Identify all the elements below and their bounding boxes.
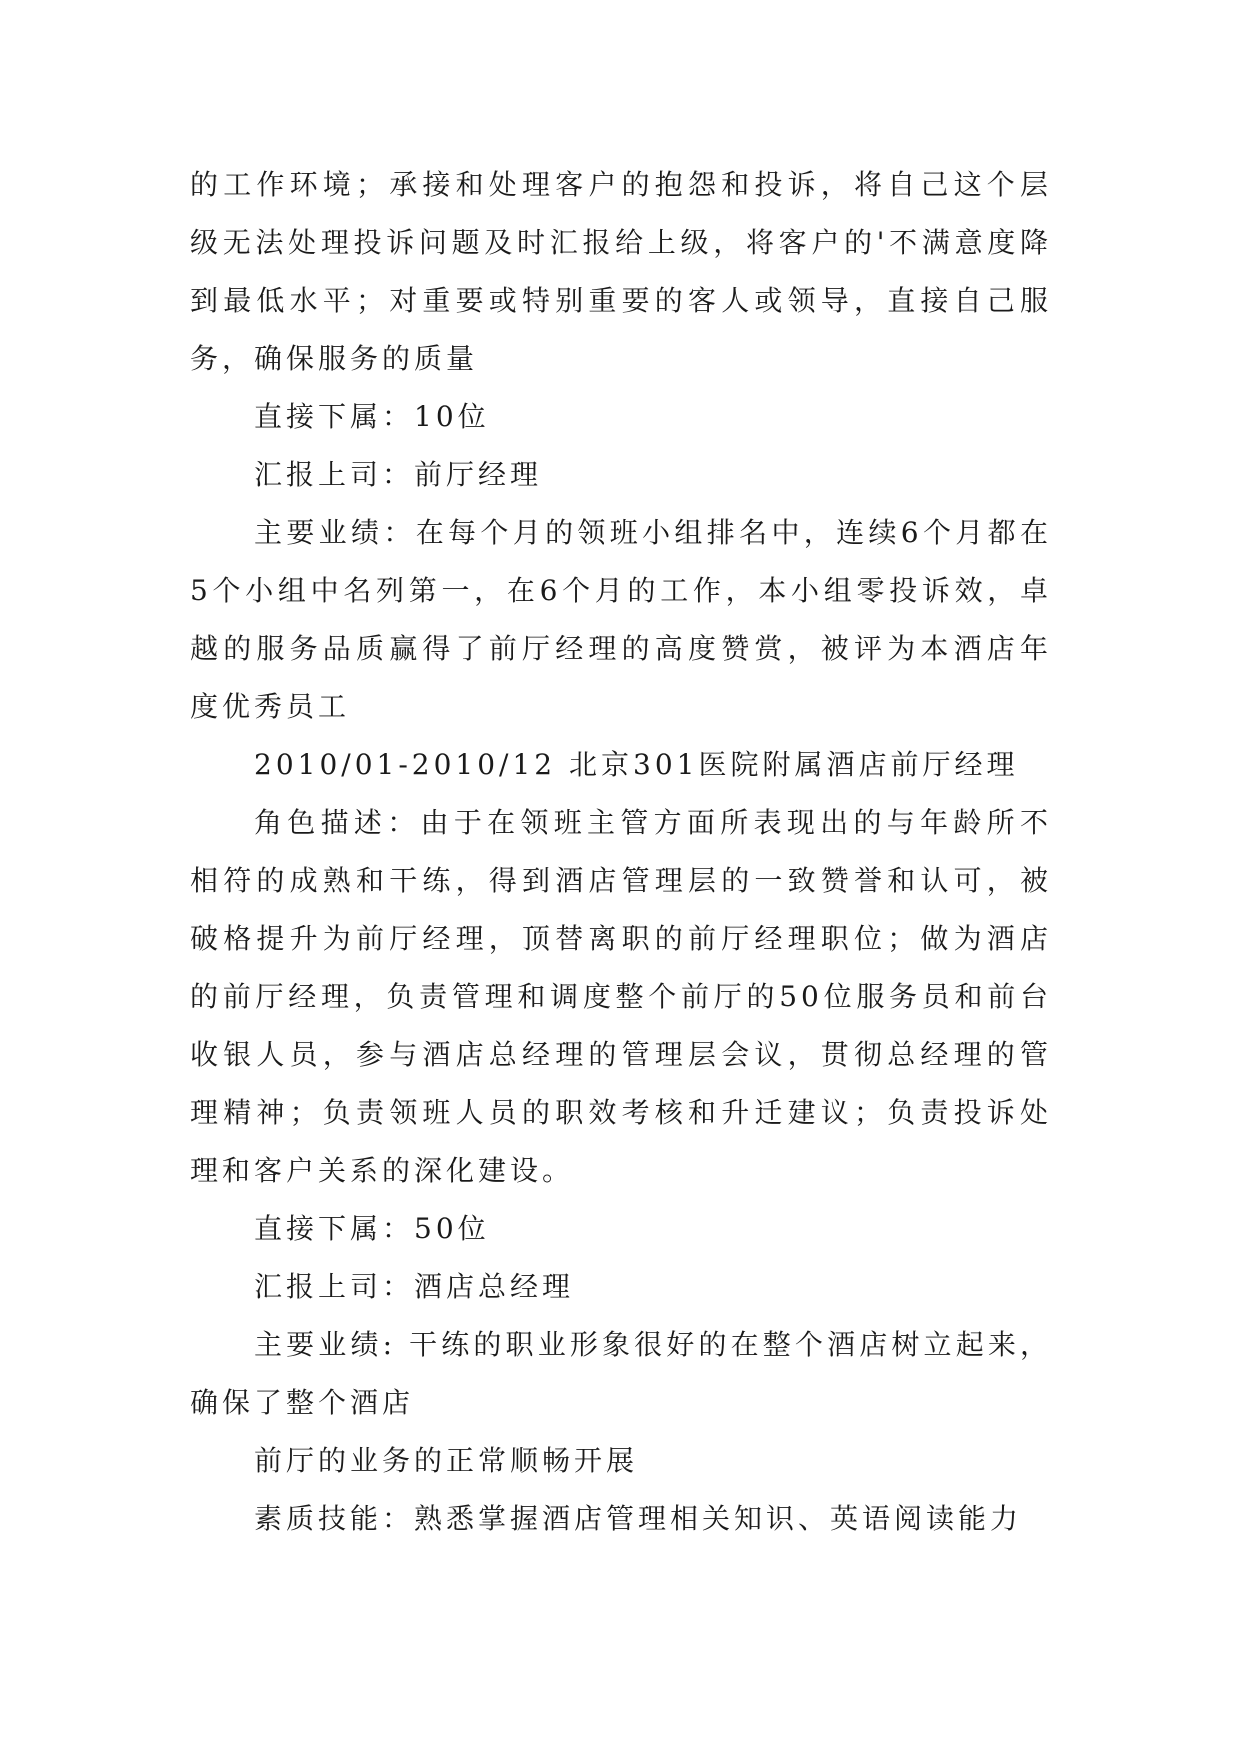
paragraph-job-heading: 2010/01-2010/12 北京301医院附属酒店前厅经理 — [254, 748, 1019, 781]
paragraph-work-environment: 的工作环境；承接和处理客户的抱怨和投诉，将自己这个层级无法处理投诉问题及时汇报给上级，将客户的'不满意度降到最低水平；对重要或特别重要的客人或领导，直接自己服务，确保服务的质量 — [190, 168, 1052, 375]
paragraph-direct-reports-1: 直接下属：10位 — [254, 400, 490, 433]
paragraph-skills: 素质技能：熟悉掌握酒店管理相关知识、英语阅读能力 — [254, 1502, 1023, 1535]
paragraph-role-description: 角色描述：由于在领班主管方面所表现出的与年龄所不相符的成熟和干练，得到酒店管理层的一致赞誉和认可，被破格提升为前厅经理，顶替离职的前厅经理职位；做为酒店的前厅经理，负责管理和调度整个前厅的50位服务员和前台收银人员，参与酒店总经理的管理层会议，贯彻总经理的管理精神；负责领班人员的职效考核和升迁建议；负责投诉处理和客户关系的深化建设。 — [190, 806, 1052, 1187]
document-body — [190, 156, 1052, 1548]
paragraph-direct-reports-2: 直接下属：50位 — [254, 1212, 490, 1245]
paragraph-achievements-2: 主要业绩: 干练的职业形象很好的在整个酒店树立起来，确保了整个酒店 — [190, 1328, 1052, 1419]
paragraph-supervisor-2: 汇报上司：酒店总经理 — [254, 1270, 575, 1303]
paragraph-front-desk-operations: 前厅的业务的正常顺畅开展 — [254, 1444, 639, 1477]
paragraph-achievements-1: 主要业绩：在每个月的领班小组排名中，连续6个月都在5个小组中名列第一，在6个月的工作，本小组零投诉效，卓越的服务品质赢得了前厅经理的高度赞赏，被评为本酒店年度优秀员工 — [190, 516, 1052, 723]
paragraph-supervisor-1: 汇报上司：前厅经理 — [254, 458, 543, 491]
